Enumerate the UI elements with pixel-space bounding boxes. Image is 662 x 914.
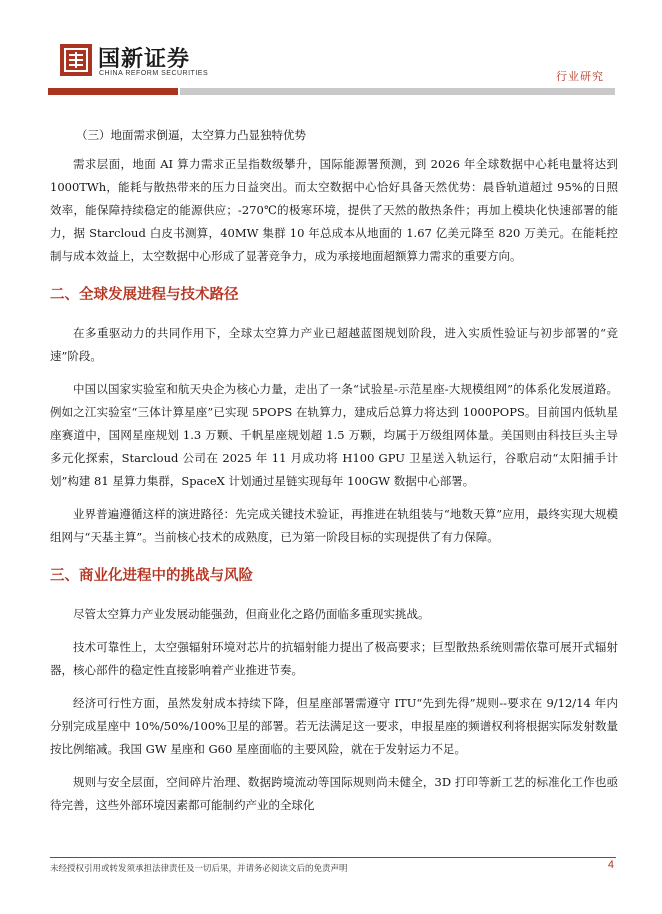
page-header (0, 0, 662, 100)
report-type-label: 行业研究 (556, 70, 604, 83)
header-accent-bar (48, 88, 178, 95)
footer-disclaimer: 未经授权引用或转发须承担法律责任及一切后果，并请务必阅读文后的免责声明 (50, 864, 348, 874)
header-divider-bar (180, 88, 615, 95)
company-logo-english: CHINA REFORM SECURITIES (99, 70, 209, 77)
paragraph: 业界普遍遵循这样的演进路径：先完成关键技术验证，再推进在轨组装与“地数天算”应用，最终实现大规模组网与“天基主算”。当前核心技术的成熟度，已为第一阶段目标的实现提供了有力保障。 (50, 507, 618, 544)
section-title: 二、全球发展进程与技术路径 (50, 287, 239, 303)
paragraph: 中国以国家实验室和航天央企为核心力量，走出了一条“试验星-示范星座-大规模组网”的体系化发展道路。例如之江实验室“三体计算星座”已实现 5POPS 在轨算力，建成后总算力将达到 1000POPS。目前国内低轨星座赛道中，国网星座规划 1.3 万颗、千帆星座规划超 1.5 万颗，均属于万级组网体量。美国则由科技巨头主导多元化探索，Starcloud 公司在 2025 年 11 月成功将 H100 GPU 卫星送入轨运行，谷歌启动“太阳捕手计划”构建 81 星算力集群，SpaceX 计划通过星链实现每年 100GW 数据中心部署。 (50, 382, 618, 488)
paragraph: 规则与安全层面，空间碎片治理、数据跨境流动等国际规则尚未健全，3D 打印等新工艺的标准化工作也亟待完善，这些外部环境因素都可能制约产业的全球化 (50, 775, 618, 812)
paragraph: 技术可靠性上，太空强辐射环境对芯片的抗辐射能力提出了极高要求；巨型散热系统则需依靠可展开式辐射器，核心部件的稳定性直接影响着产业推进节奏。 (50, 640, 618, 677)
footer-divider (50, 857, 616, 858)
paragraph: 经济可行性方面，虽然发射成本持续下降，但星座部署需遵守 ITU“先到先得”规则--要求在 9/12/14 年内分别完成星座中 10%/50%/100%卫星的部署。若无法满足这一要求，申报星座的频谱权利将根据实际发射数量按比例缩减。我国 GW 星座和 G60 星座面临的主要风险，就在于发射运力不足。 (50, 696, 618, 756)
company-logo-text: 国新证券 (98, 47, 191, 72)
logo-icon (60, 44, 92, 76)
paragraph: 在多重驱动力的共同作用下，全球太空算力产业已超越蓝图规划阶段，进入实质性验证与初步部署的“竞速”阶段。 (50, 326, 618, 363)
document-body (50, 124, 618, 827)
section-title: 三、商业化进程中的挑战与风险 (50, 568, 253, 584)
paragraph: 尽管太空算力产业发展动能强劲，但商业化之路仍面临多重现实挑战。 (73, 607, 430, 621)
paragraph: 需求层面，地面 AI 算力需求正呈指数级攀升，国际能源署预测，到 2026 年全球数据中心耗电量将达到 1000TWh，能耗与散热带来的压力日益突出。而太空数据中心恰好具备天然优势：晨昏轨道超过 95%的日照效率，能保障持续稳定的能源供应；-270℃的极寒环境，提供了天然的散热条件；再加上模块化快速部署的能力，据 Starcloud 白皮书测算，40MW 集群 10 年总成本从地面的 1.67 亿美元降至 820 万美元。在能耗控制与成本效益上，太空数据中心形成了显著竞争力，成为承接地面超额算力需求的重要方向。 (50, 157, 618, 263)
page-number: 4 (607, 859, 614, 871)
subsection-heading: （三）地面需求倒逼，太空算力凸显独特优势 (76, 128, 306, 142)
